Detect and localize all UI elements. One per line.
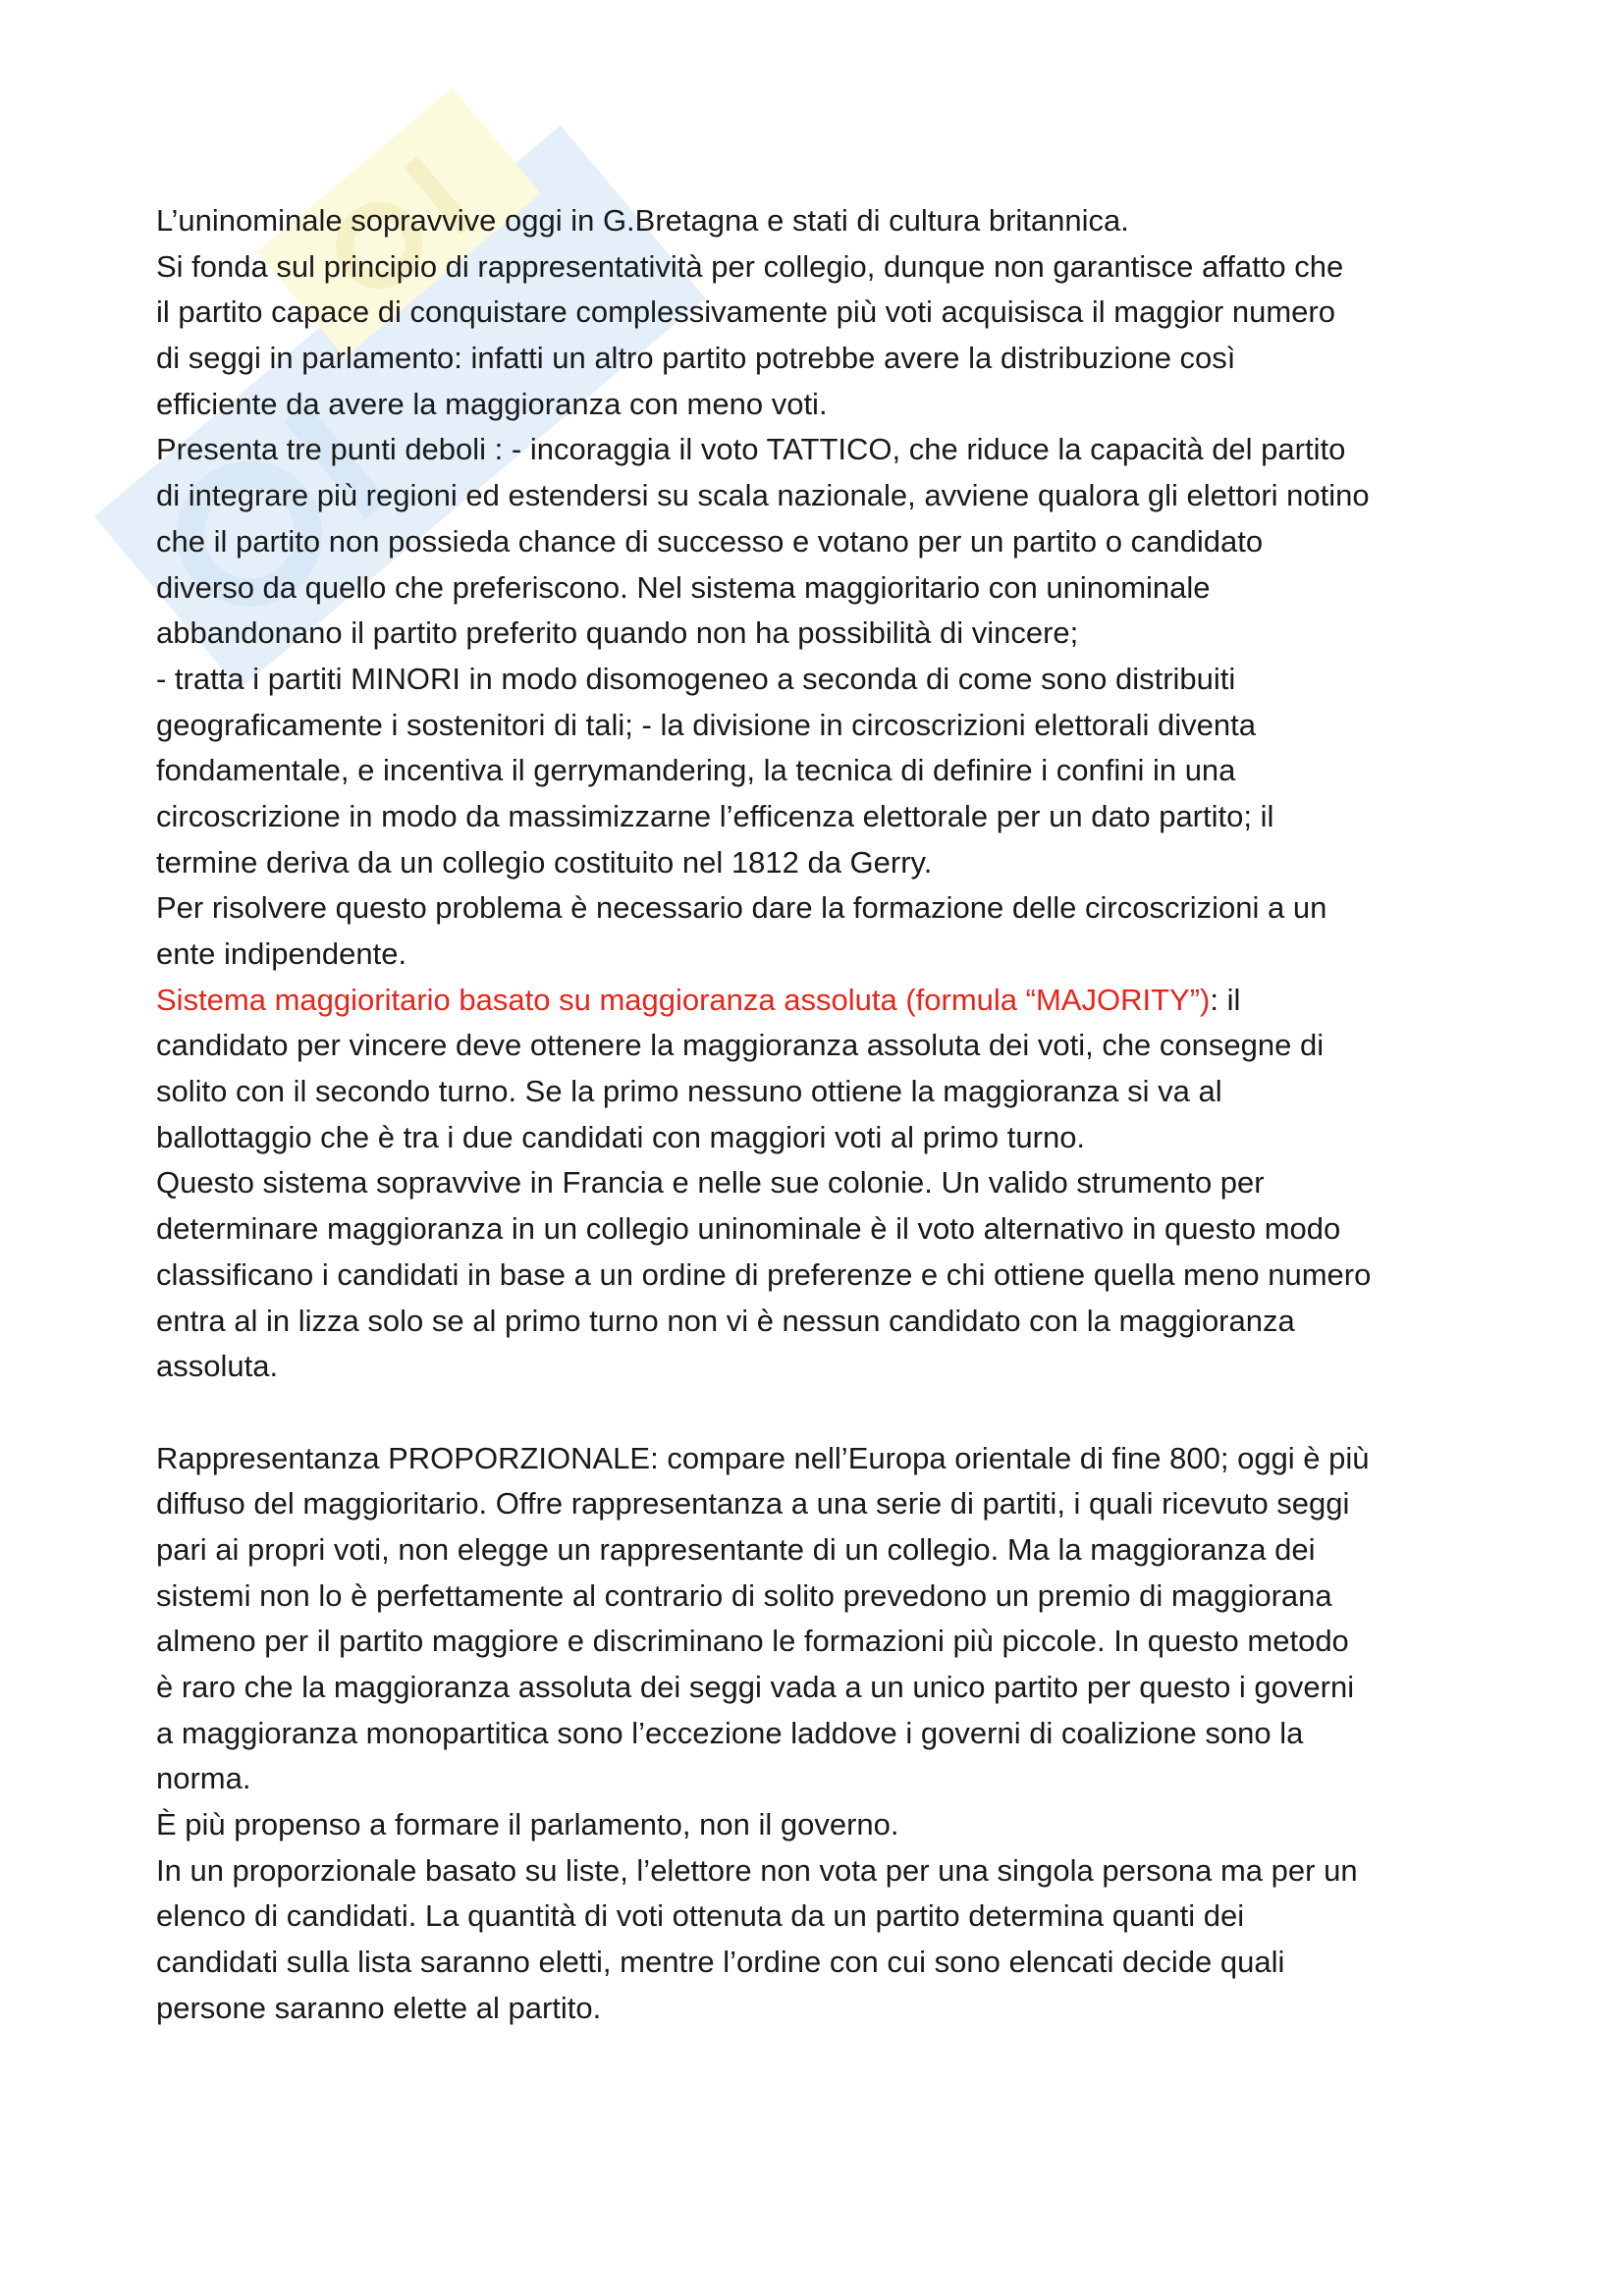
line-text: : il — [1210, 982, 1241, 1017]
line-text: entra al in lizza solo se al primo turno non vi è nessun candidato con la maggioranza — [156, 1303, 1295, 1338]
line-text: che il partito non possieda chance di successo e votano per un partito o candidato — [156, 523, 1264, 559]
text-line — [156, 1986, 1371, 2032]
line-text: determinare maggioranza in un collegio uninominale è il voto alternativo in questo modo — [156, 1211, 1341, 1247]
line-text: classificano i candidati in base a un ordine di preferenze e chi ottiene quella meno numero — [156, 1256, 1372, 1292]
line-text: a maggioranza monopartitica sono l’eccezione laddove i governi di coalizione sono la — [156, 1715, 1304, 1750]
text-line — [156, 1436, 1371, 1482]
line-text: geograficamente i sostenitori di tali; - la divisione in circoscrizioni elettorali diventa — [156, 707, 1256, 742]
line-text: L’uninominale sopravvive oggi in G.Bretagna e stati di cultura britannica. — [156, 203, 1129, 238]
text-line — [156, 1481, 1371, 1527]
line-text: Questo sistema sopravvive in Francia e nelle sue colonie. Un valido strumento per — [156, 1165, 1265, 1201]
text-line — [156, 1390, 1371, 1436]
text-line — [156, 1344, 1371, 1390]
line-text: abbandonano il partito preferito quando non ha possibilità di vincere; — [156, 615, 1079, 651]
text-line — [156, 244, 1371, 291]
text-line — [156, 473, 1371, 519]
text-line — [156, 657, 1371, 703]
line-text: candidato per vincere deve ottenere la maggioranza assoluta dei voti, che consegne di — [156, 1028, 1325, 1063]
line-text: di integrare più regioni ed estendersi su scala nazionale, avviene qualora gli elettori notino — [156, 478, 1370, 513]
line-text: persone saranno elette al partito. — [156, 1990, 602, 2025]
text-line — [156, 1802, 1371, 1848]
line-text: assoluta. — [156, 1349, 279, 1384]
text-line — [156, 519, 1371, 565]
line-text: Presenta tre punti deboli : - incoraggia il voto TATTICO, che riduce la capacità del partito — [156, 432, 1346, 467]
text-line — [156, 336, 1371, 382]
text-line — [156, 290, 1371, 336]
text-line — [156, 611, 1371, 657]
text-line — [156, 1711, 1371, 1757]
text-line — [156, 1527, 1371, 1574]
text-line — [156, 1069, 1371, 1115]
text-line — [156, 840, 1371, 886]
document-body — [156, 198, 1371, 2032]
line-text: Rappresentanza PROPORZIONALE: compare nell’Europa orientale di fine 800; oggi è più — [156, 1440, 1370, 1475]
line-text: il partito capace di conquistare complessivamente più voti acquisisca il maggior numero — [156, 294, 1335, 330]
line-text: ballottaggio che è tra i due candidati con maggiori voti al primo turno. — [156, 1119, 1086, 1154]
text-line — [156, 1253, 1371, 1299]
line-text: solito con il secondo turno. Se la primo nessuno ottiene la maggioranza si va al — [156, 1074, 1222, 1109]
line-text: diffuso del maggioritario. Offre rappresentanza a una serie di partiti, i quali ricevuto seggi — [156, 1486, 1350, 1522]
text-line — [156, 1023, 1371, 1069]
text-line — [156, 794, 1371, 840]
highlighted-heading: Sistema maggioritario basato su maggioranza assoluta (formula “MAJORITY”) — [156, 982, 1211, 1017]
text-line — [156, 198, 1371, 244]
line-text: circoscrizione in modo da massimizzarne l’efficenza elettorale per un dato partito; il — [156, 798, 1274, 833]
text-line — [156, 748, 1371, 794]
line-text: è raro che la maggioranza assoluta dei seggi vada a un unico partito per questo i governi — [156, 1670, 1355, 1704]
line-text: Si fonda sul principio di rappresentatività per collegio, dunque non garantisce affatto che — [156, 248, 1344, 284]
text-line — [156, 1299, 1371, 1345]
line-text: elenco di candidati. La quantità di voti ottenuta da un partito determina quanti dei — [156, 1898, 1245, 1934]
text-line — [156, 1756, 1371, 1802]
line-text: di seggi in parlamento: infatti un altro partito potrebbe avere la distribuzione così — [156, 341, 1236, 376]
line-text: efficiente da avere la maggioranza con meno voti. — [156, 386, 828, 421]
text-line — [156, 427, 1371, 473]
line-text: diverso da quello che preferiscono. Nel sistema maggioritario con uninominale — [156, 569, 1211, 605]
text-line — [156, 1574, 1371, 1620]
line-text: In un proporzionale basato su liste, l’elettore non vota per una singola persona ma per un — [156, 1852, 1358, 1888]
text-line — [156, 1665, 1371, 1711]
text-line — [156, 1894, 1371, 1940]
line-text: termine deriva da un collegio costituito nel 1812 da Gerry. — [156, 844, 933, 880]
text-line — [156, 932, 1371, 978]
text-line — [156, 1940, 1371, 1986]
text-line — [156, 1115, 1371, 1161]
text-line — [156, 885, 1371, 932]
text-line — [156, 1619, 1371, 1665]
text-line — [156, 565, 1371, 612]
line-text: pari ai propri voti, non elegge un rappresentante di un collegio. Ma la maggioranza dei — [156, 1531, 1316, 1567]
line-text: È più propenso a formare il parlamento, non il governo. — [156, 1807, 899, 1842]
text-line — [156, 1206, 1371, 1253]
line-text: - tratta i partiti MINORI in modo disomogeneo a seconda di come sono distribuiti — [156, 661, 1236, 696]
line-text: fondamentale, e incentiva il gerrymandering, la tecnica di definire i confini in una — [156, 753, 1236, 788]
line-text: candidati sulla lista saranno eletti, mentre l’ordine con cui sono elencati decide quali — [156, 1945, 1285, 1980]
line-text: norma. — [156, 1761, 251, 1796]
text-line — [156, 1160, 1371, 1206]
line-text: sistemi non lo è perfettamente al contrario di solito prevedono un premio di maggiorana — [156, 1577, 1332, 1613]
text-line — [156, 382, 1371, 428]
line-text: ente indipendente. — [156, 936, 407, 971]
text-line — [156, 1848, 1371, 1895]
line-text: almeno per il partito maggiore e discriminano le formazioni più piccole. In questo metodo — [156, 1624, 1349, 1659]
text-line — [156, 703, 1371, 749]
line-text: Per risolvere questo problema è necessario dare la formazione delle circoscrizioni a un — [156, 890, 1327, 926]
text-line — [156, 978, 1371, 1024]
